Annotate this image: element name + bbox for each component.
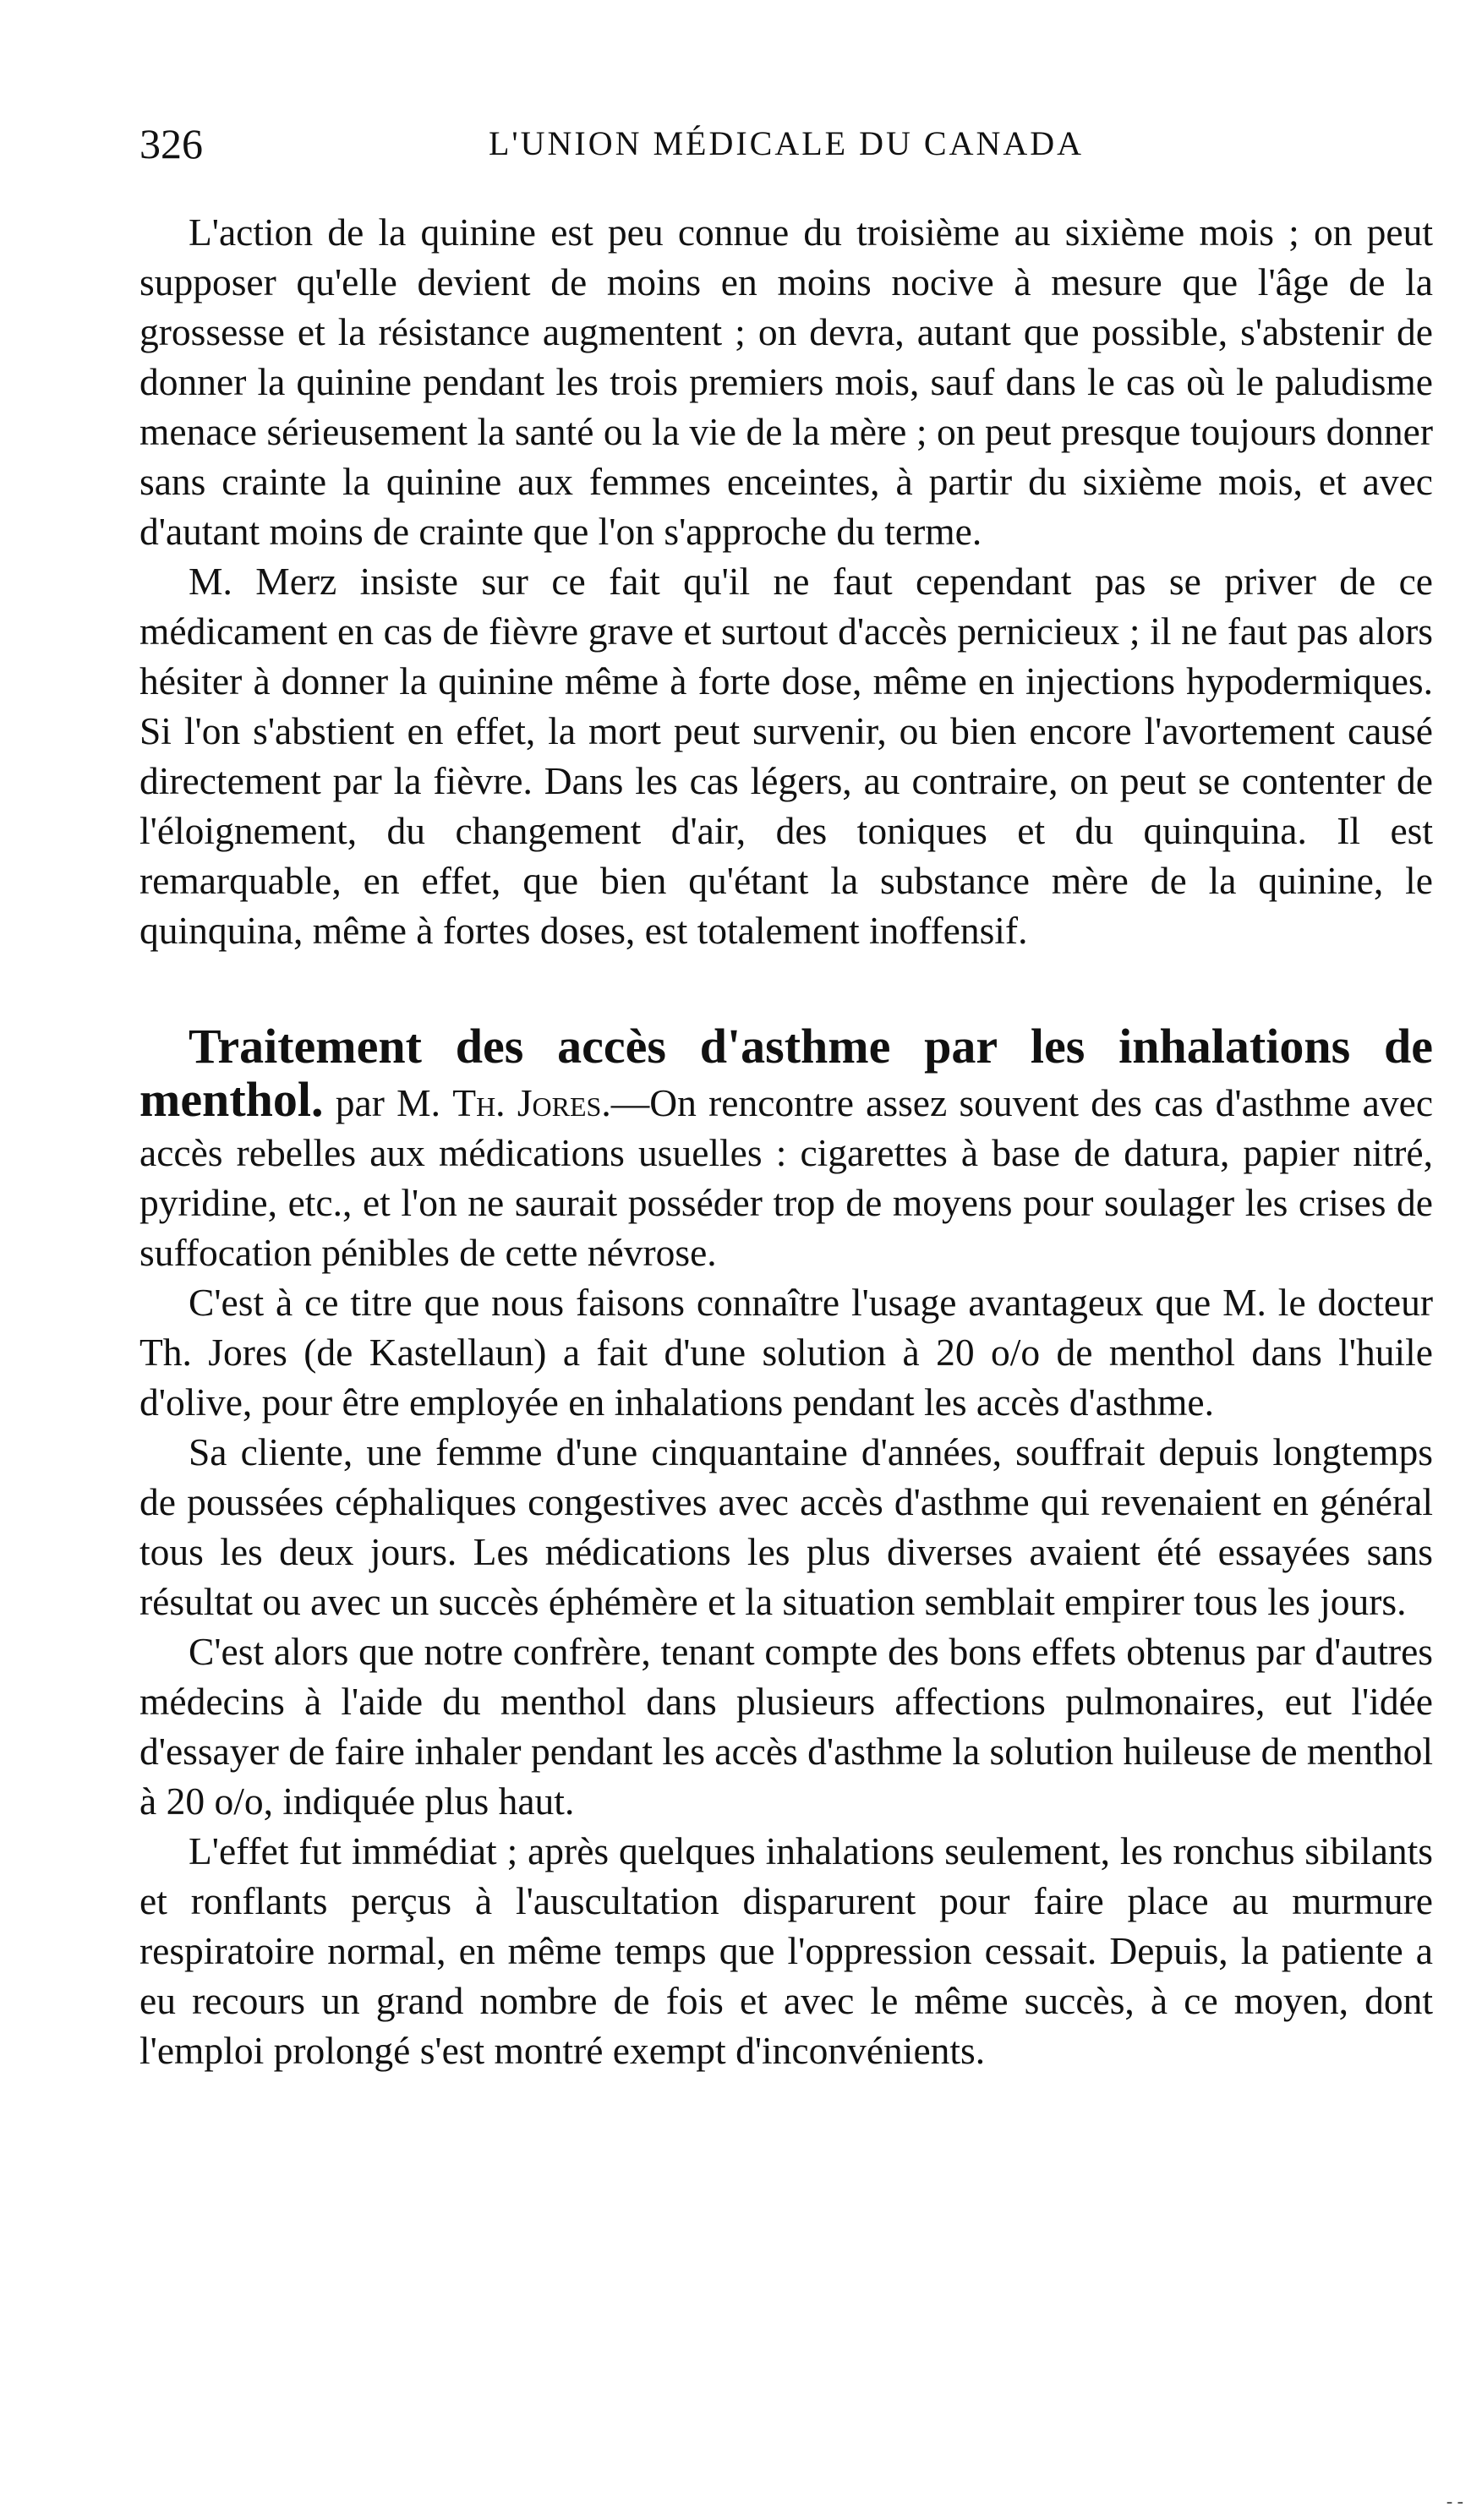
- paragraph-merz: M. Merz insiste sur ce fait qu'il ne faut cependant pas se priver de ce médicament en cas de fièvre grave et surtout d'accès pernicieux ; il ne faut pas alors hésiter à donner la quinine même à forte dose, même en injections hypodermiques. Si l'on s'abstient en effet, la mort peut survenir, ou bien encore l'avortement causé directement par la fièvre. Dans les cas légers, au contraire, on peut se contenter de l'éloignement, du changement d'air, des toniques et du quinquina. Il est remarquable, en effet, que bien qu'étant la substance mère de la quinine, le quinquina, même à fortes doses, est totalement inoffensif.: [139, 560, 1433, 952]
- article-lead-paragraph: [139, 1021, 1433, 1277]
- paragraph-inhalation-idea: C'est alors que notre confrère, tenant compte des bons effets obtenus par d'autres médecins à l'aide du menthol dans plusieurs affections pulmonaires, eut l'idée d'essayer de faire inhaler pendant les accès d'asthme la solution huileuse de menthol à 20 o/o, indiquée plus haut.: [139, 1630, 1434, 1823]
- paragraph-quinine-pregnancy: L'action de la quinine est peu connue du troisième au sixième mois ; on peut supposer qu'elle devient de moins en moins nocive à mesure que l'âge de la grossesse et la résistance augmentent ; on devra, autant que possible, s'abstenir de donner la quinine pendant les trois premiers mois, sauf dans le cas où le paludisme menace sérieusement la santé ou la vie de la mère ; on peut presque toujours donner sans crainte la quinine aux femmes enceintes, à partir du sixième mois, et avec d'autant moins de crainte que l'on s'approche du terme.: [139, 210, 1433, 553]
- page-body: [139, 207, 1433, 2075]
- article-title: Traitement des accès d'asthme par les inhalations de menthol.: [139, 1019, 1433, 1127]
- paragraph-patient-case: Sa cliente, une femme d'une cinquantaine d'années, souffrait depuis longtemps de poussées céphaliques congestives avec accès d'asthme qui revenaient en général tous les deux jours. Les médications les plus diverses avaient été essayées sans résultat ou avec un succès éphémère et la situation semblait empirer tous les jours.: [139, 1430, 1433, 1623]
- page-number: 326: [139, 120, 203, 167]
- article-author: Th. Jores: [452, 1081, 602, 1124]
- running-title: L'UNION MÉDICALE DU CANADA: [488, 124, 1085, 162]
- article-menthol-asthma: [139, 1021, 1433, 2075]
- article-intro: .—On rencontre assez souvent des cas d'asthme avec accès rebelles aux médications usuelles : cigarettes à base de datura, papier nitré, pyridine, etc., et l'on ne saurait posséder trop de moyens pour soulager les crises de suffocation pénibles de cette névrose.: [139, 1081, 1434, 1274]
- paragraph-jores-solution: C'est à ce titre que nous faisons connaître l'usage avantageux que M. le docteur Th. Jores (de Kastellaun) a fait d'une solution à 20 o/o de menthol dans l'huile d'olive, pour être employée en inhalations pendant les accès d'asthme.: [139, 1281, 1433, 1424]
- bottom-edge-mark: - -: [1446, 2490, 1463, 2512]
- page-header: [139, 118, 1433, 186]
- article-byline-prefix: par M.: [335, 1081, 440, 1124]
- paragraph-result: L'effet fut immédiat ; après quelques inhalations seulement, les ronchus sibilants et ronflants perçus à l'auscultation disparurent pour faire place au murmure respiratoire normal, en même temps que l'oppression cessait. Depuis, la patiente a eu recours un grand nombre de fois et avec le même succès, à ce moyen, dont l'emploi prolongé s'est montré exempt d'inconvénients.: [139, 1829, 1433, 2072]
